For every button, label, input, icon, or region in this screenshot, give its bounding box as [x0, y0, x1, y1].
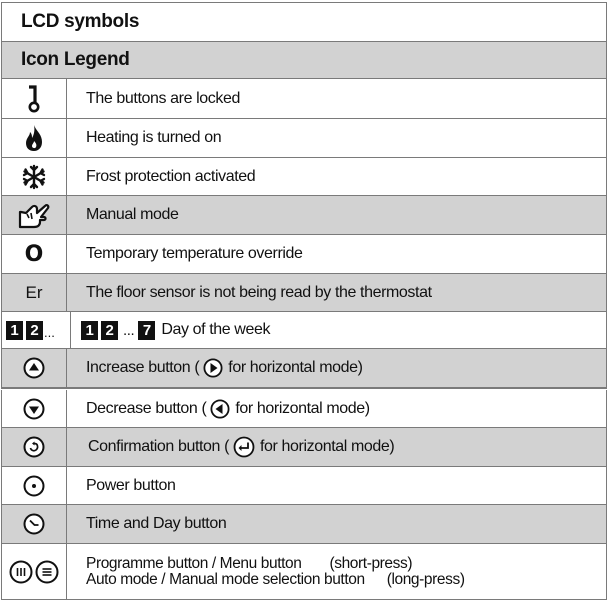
clock-button-icon [23, 513, 45, 535]
legend-row-heating [1, 119, 607, 158]
menu-button-icon [35, 560, 59, 584]
row-text: Time and Day button [86, 515, 227, 532]
legend-row-lock [1, 79, 607, 119]
hand-icon [17, 200, 51, 230]
legend-row-frost [1, 158, 607, 196]
row-text: The buttons are locked [86, 89, 240, 107]
row-text: Manual mode [86, 206, 179, 223]
legend-row-confirm [1, 428, 607, 467]
right-arrow-icon [203, 358, 223, 378]
program-menu-button-icons [2, 544, 67, 599]
table-title [1, 2, 607, 42]
row-text: Increase button ( for horizontal mode) [86, 359, 363, 376]
row-text: Programme button / Menu button (short-press) Auto mode / Manual mode selection button (long-press) [86, 554, 465, 588]
legend-row-time [1, 505, 607, 544]
row-text: 1 2 ... 7 Day of the week [81, 321, 270, 340]
left-arrow-icon [210, 399, 230, 419]
legend-row-sensor [1, 274, 607, 312]
override-o-icon: O [24, 241, 44, 267]
legend-row-increase [1, 349, 607, 389]
day-number-icon: 1 2 ... [6, 321, 55, 340]
flame-icon [24, 124, 44, 152]
legend-row-power [1, 467, 607, 505]
snowflake-icon [21, 164, 47, 190]
program-button-icon [9, 560, 33, 584]
legend-row-override [1, 235, 607, 274]
legend-row-programme [1, 544, 607, 600]
subtitle-text: Icon Legend [21, 49, 130, 70]
legend-row-decrease [1, 390, 607, 428]
legend-row-day [1, 312, 607, 349]
row-text: Temporary temperature override [86, 245, 303, 262]
row-text: Heating is turned on [86, 129, 222, 146]
table-subtitle [1, 41, 607, 79]
confirm-button-icon [23, 436, 45, 458]
row-text: Decrease button ( for horizontal mode) [86, 399, 370, 417]
enter-icon [233, 436, 255, 458]
row-text: The floor sensor is not being read by the thermostat [86, 283, 432, 301]
lock-icon [26, 84, 42, 114]
down-button-icon [23, 398, 45, 420]
power-button-icon [23, 475, 45, 497]
title-text: LCD symbols [21, 11, 140, 32]
row-text: Frost protection activated [86, 167, 256, 185]
row-text: Power button [86, 476, 176, 494]
er-icon: Er [25, 282, 43, 302]
row-text: Confirmation button ( for horizontal mode) [88, 436, 394, 458]
up-button-icon [23, 357, 45, 379]
legend-row-manual [1, 196, 607, 235]
